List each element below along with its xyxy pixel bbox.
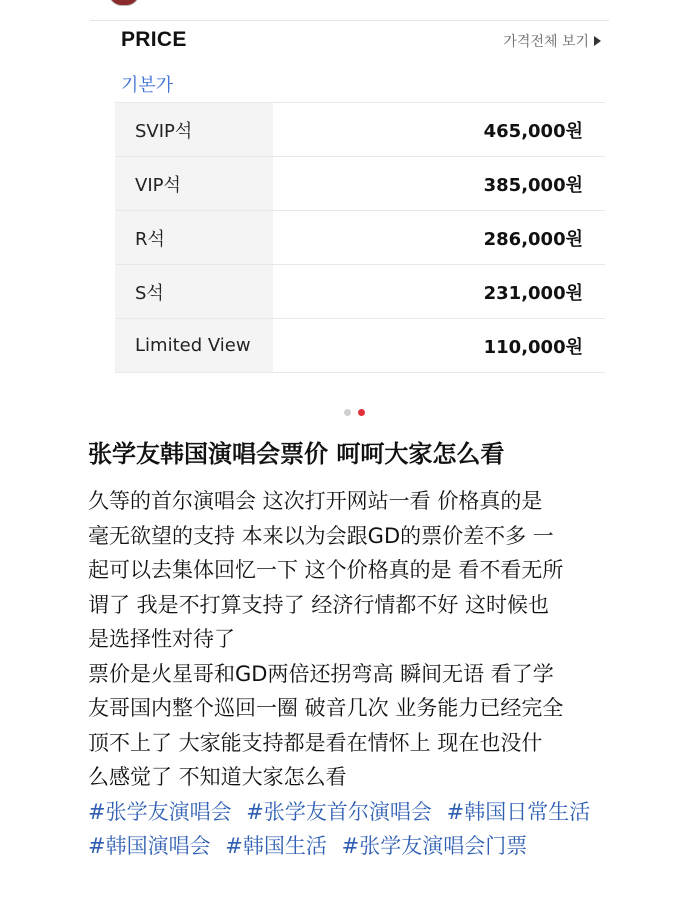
price-row [115,318,605,373]
seat-name: R석 [115,211,273,264]
seat-price: 110,000원 [483,336,583,358]
hashtag-link[interactable]: #张学友首尔演唱会 [246,799,432,824]
seat-name: SVIP석 [115,103,273,156]
post-body [88,436,648,864]
post-text-line: 友哥国内整个巡回一圈 破音几次 业务能力已经完全 [88,696,564,720]
hashtag-link[interactable]: #张学友演唱会 [88,799,232,824]
price-row [115,210,605,264]
hashtag-link[interactable]: #韩国生活 [225,834,327,858]
post-text-line: 谓了 我是不打算支持了 经济行情都不好 这时候也 [88,592,550,617]
top-strip [0,0,679,20]
carousel-dot-active[interactable] [358,409,365,416]
hashtag-link[interactable]: #张学友演唱会门票 [341,834,528,858]
seat-price: 385,000원 [483,174,583,196]
hashtag-link[interactable]: #韩国演唱会 [88,834,211,858]
divider [90,20,609,21]
post-text-line: 毫无欲望的支持 本来以为会跟GD的票价差不多 一 [88,523,554,548]
post-text-line: 久等的首尔演唱会 这次打开网站一看 价格真的是 [88,489,543,513]
post-text-line: 是选择性对待了 [88,627,235,651]
seat-name: Limited View [115,319,273,372]
post-text-line: 么感觉了 不知道大家怎么看 [88,765,347,789]
base-price-label: 기본가 [121,75,174,96]
carousel-dot[interactable] [344,409,351,416]
seat-price: 286,000원 [483,228,583,250]
seat-name: S석 [115,265,273,318]
post-title: 张学友韩国演唱会票价 呵呵大家怎么看 [88,440,505,468]
seat-price: 231,000원 [483,282,583,304]
price-row [115,102,605,156]
view-all-prices-link[interactable] [503,31,601,51]
view-all-label: 가격전체 보기 [503,34,589,50]
price-title: PRICE [121,28,187,51]
hashtag-link[interactable]: #韩国日常生活 [446,799,591,824]
price-row [115,156,605,210]
seat-name: VIP석 [115,157,273,210]
post-text-line: 票价是火星哥和GD两倍还拐弯高 瞬间无语 看了学 [88,661,554,686]
hashtag-row [88,829,648,864]
avatar[interactable] [108,0,140,6]
post-text-line: 顶不上了 大家能支持都是看在情怀上 现在也没什 [88,730,543,755]
price-header [121,26,601,54]
price-row [115,264,605,318]
price-table [115,102,605,373]
seat-price: 465,000원 [483,120,583,142]
carousel-indicator [344,409,365,416]
hashtag-row [88,795,648,830]
post-text-line: 起可以去集体回忆一下 这个价格真的是 看不看无所 [88,558,564,582]
play-arrow-icon [594,36,601,46]
